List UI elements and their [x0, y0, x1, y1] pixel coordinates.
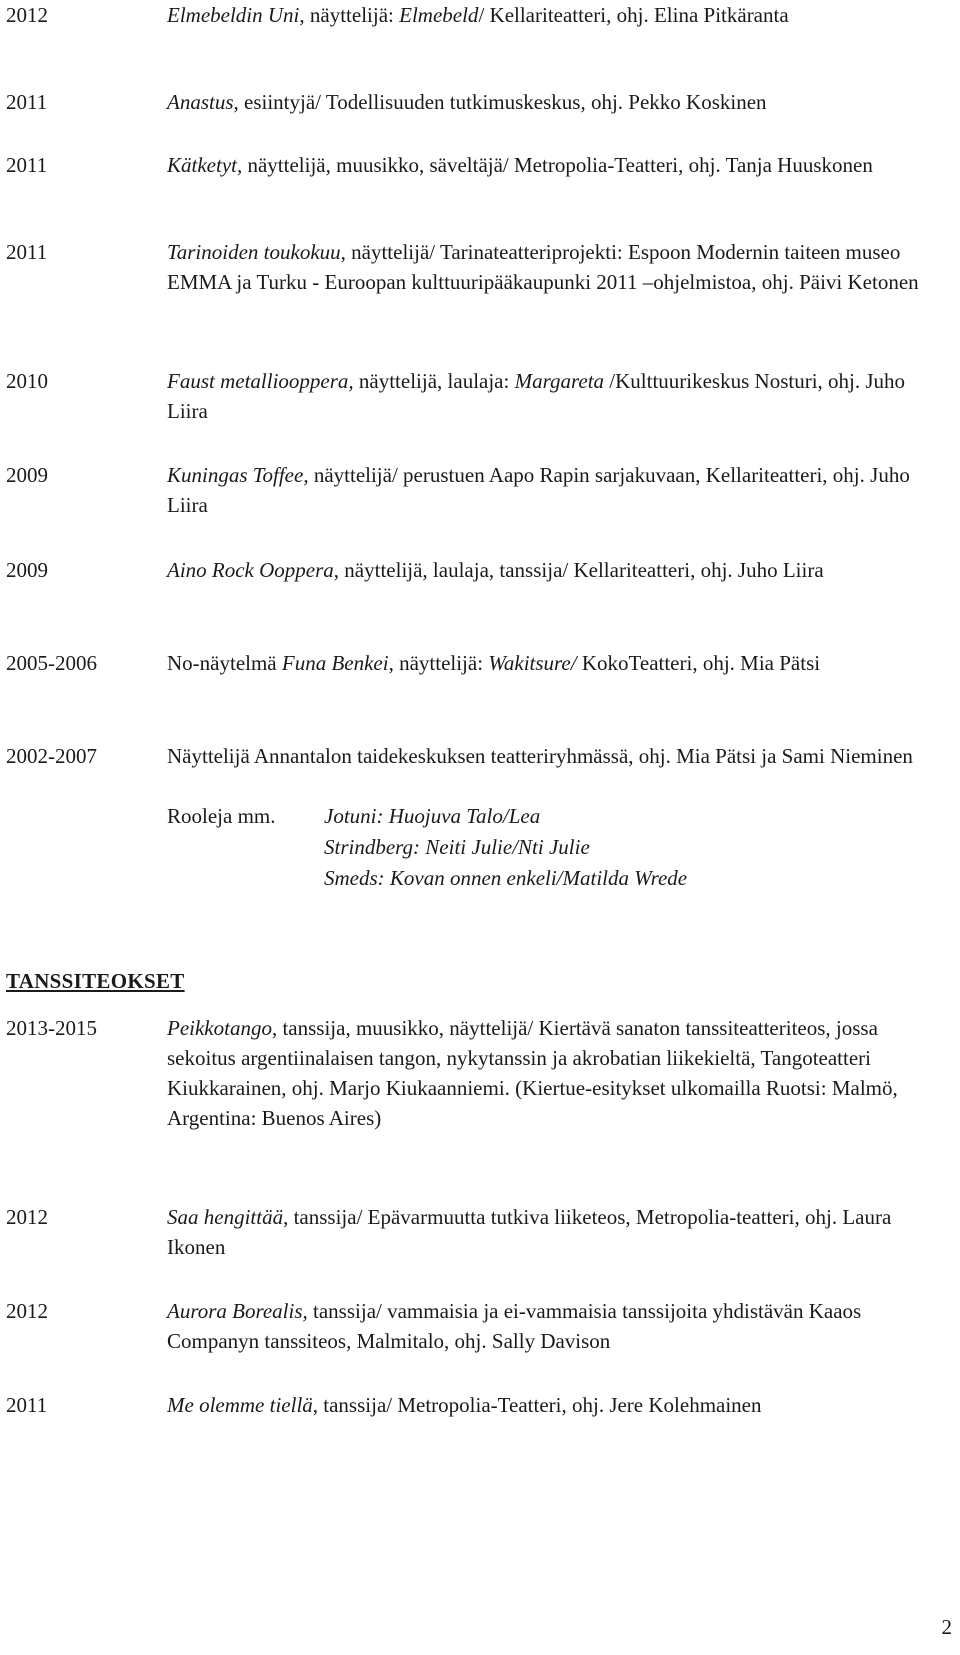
work-title: Faust metallioopperа,: [167, 369, 354, 393]
work-title: Aino Rock Ooppera: [167, 558, 334, 582]
entry-description: No-näytelmä Funa Benkei, näyttelijä: Wakitsure/ KokoTeatteri, ohj. Mia Pätsi: [167, 651, 821, 675]
entry-description: Faust metallioopperа, näyttelijä, laulaja: Margareta /Kulttuurikeskus Nosturi, ohj. Juho Liira: [167, 369, 906, 423]
entry-year: 2011: [6, 240, 48, 264]
work-title: Saa hengittää: [167, 1205, 284, 1229]
role-name: Elmebeld: [399, 3, 479, 27]
entry-description: Näyttelijä Annantalon taidekeskuksen teatteriryhmässä, ohj. Mia Pätsi ja Sami Nieminen: [167, 744, 913, 768]
page-number: 2: [941, 1615, 952, 1639]
entry-description: Aino Rock Ooppera, näyttelijä, laulaja, tanssija/ Kellariteatteri, ohj. Juho Liira: [167, 558, 824, 582]
entry-year: 2010: [6, 369, 48, 393]
roles-label: Rooleja mm.: [167, 804, 276, 828]
entry-year: 2011: [6, 1393, 48, 1417]
work-title: Funa Benkei: [281, 651, 389, 675]
role-name: Margareta: [514, 369, 605, 393]
work-title: Anastus,: [167, 90, 239, 114]
entry-description: Anastus, esiintyjä/ Todellisuuden tutkimuskeskus, ohj. Pekko Koskinen: [167, 90, 767, 114]
role-name: Wakitsure/: [488, 651, 577, 675]
entry-description: Kätketyt, näyttelijä, muusikko, säveltäjä/ Metropolia-Teatteri, ohj. Tanja Huuskonen: [167, 153, 873, 177]
role-item: Strindberg: Neiti Julie/Nti Julie: [324, 835, 590, 859]
entry-year: 2002-2007: [6, 744, 97, 768]
entry-year: 2009: [6, 558, 48, 582]
work-title: Kätketyt,: [167, 153, 243, 177]
entry-description: Tarinoiden toukokuu, näyttelijä/ Tarinateatteriprojekti: Espoon Modernin taiteen museo EMMA ja Turku - Euroopan kulttuuripääkaupunki 2011 –ohjelmistoa, ohj. Päivi Ketonen: [167, 240, 919, 294]
entry-year: 2012: [6, 1205, 48, 1229]
entry-description: Kuningas Toffee, näyttelijä/ perustuen Aapo Rapin sarjakuvaan, Kellariteatteri, ohj. Juho Liira: [167, 463, 910, 517]
entry-description: Elmebeldin Uni, näyttelijä: Elmebeld/ Kellariteatteri, ohj. Elina Pitkäranta: [167, 3, 789, 27]
entry-description: Saa hengittää, tanssija/ Epävarmuutta tutkiva liiketeos, Metropolia-teatteri, ohj. Laura Ikonen: [167, 1205, 892, 1259]
entry-year: 2013-2015: [6, 1016, 97, 1040]
role-item: Jotuni: Huojuva Talo/Lea: [324, 804, 541, 828]
work-title: Elmebeldin Uni: [167, 3, 300, 27]
entry-year: 2009: [6, 463, 48, 487]
work-title: Kuningas Toffee,: [167, 463, 309, 487]
work-title: Peikkotango,: [167, 1016, 278, 1040]
entry-description: Peikkotango, tanssija, muusikko, näyttelijä/ Kiertävä sanaton tanssiteatteriteos, jossa sekoitus argentiinalaisen tangon, nykytanssin ja akrobatian liikekieltä, Tangoteatteri Kiukkarainen, ohj. Marjo Kiukaanniemi. (Kiertue-esitykset ulkomailla Ruotsi: Malmö, Argentina: Buenos Aires): [167, 1016, 898, 1130]
entry-year: 2011: [6, 90, 48, 114]
entry-year: 2012: [6, 3, 48, 27]
entry-year: 2012: [6, 1299, 48, 1323]
entry-description: Me olemme tiellä, tanssija/ Metropolia-Teatteri, ohj. Jere Kolehmainen: [167, 1393, 762, 1417]
work-title: Tarinoiden toukokuu,: [167, 240, 346, 264]
work-title: Aurora Borealis,: [167, 1299, 308, 1323]
entry-year: 2011: [6, 153, 48, 177]
entry-year: 2005-2006: [6, 651, 97, 675]
role-item: Smeds: Kovan onnen enkeli/Matilda Wrede: [324, 866, 688, 890]
work-title: Me olemme tiellä: [167, 1393, 313, 1417]
section-heading-dance: TANSSITEOKSET: [6, 969, 185, 993]
entry-description: Aurora Borealis, tanssija/ vammaisia ja ei-vammaisia tanssijoita yhdistävän Kaaos Companyn tanssiteos, Malmitalo, ohj. Sally Davison: [167, 1299, 862, 1353]
